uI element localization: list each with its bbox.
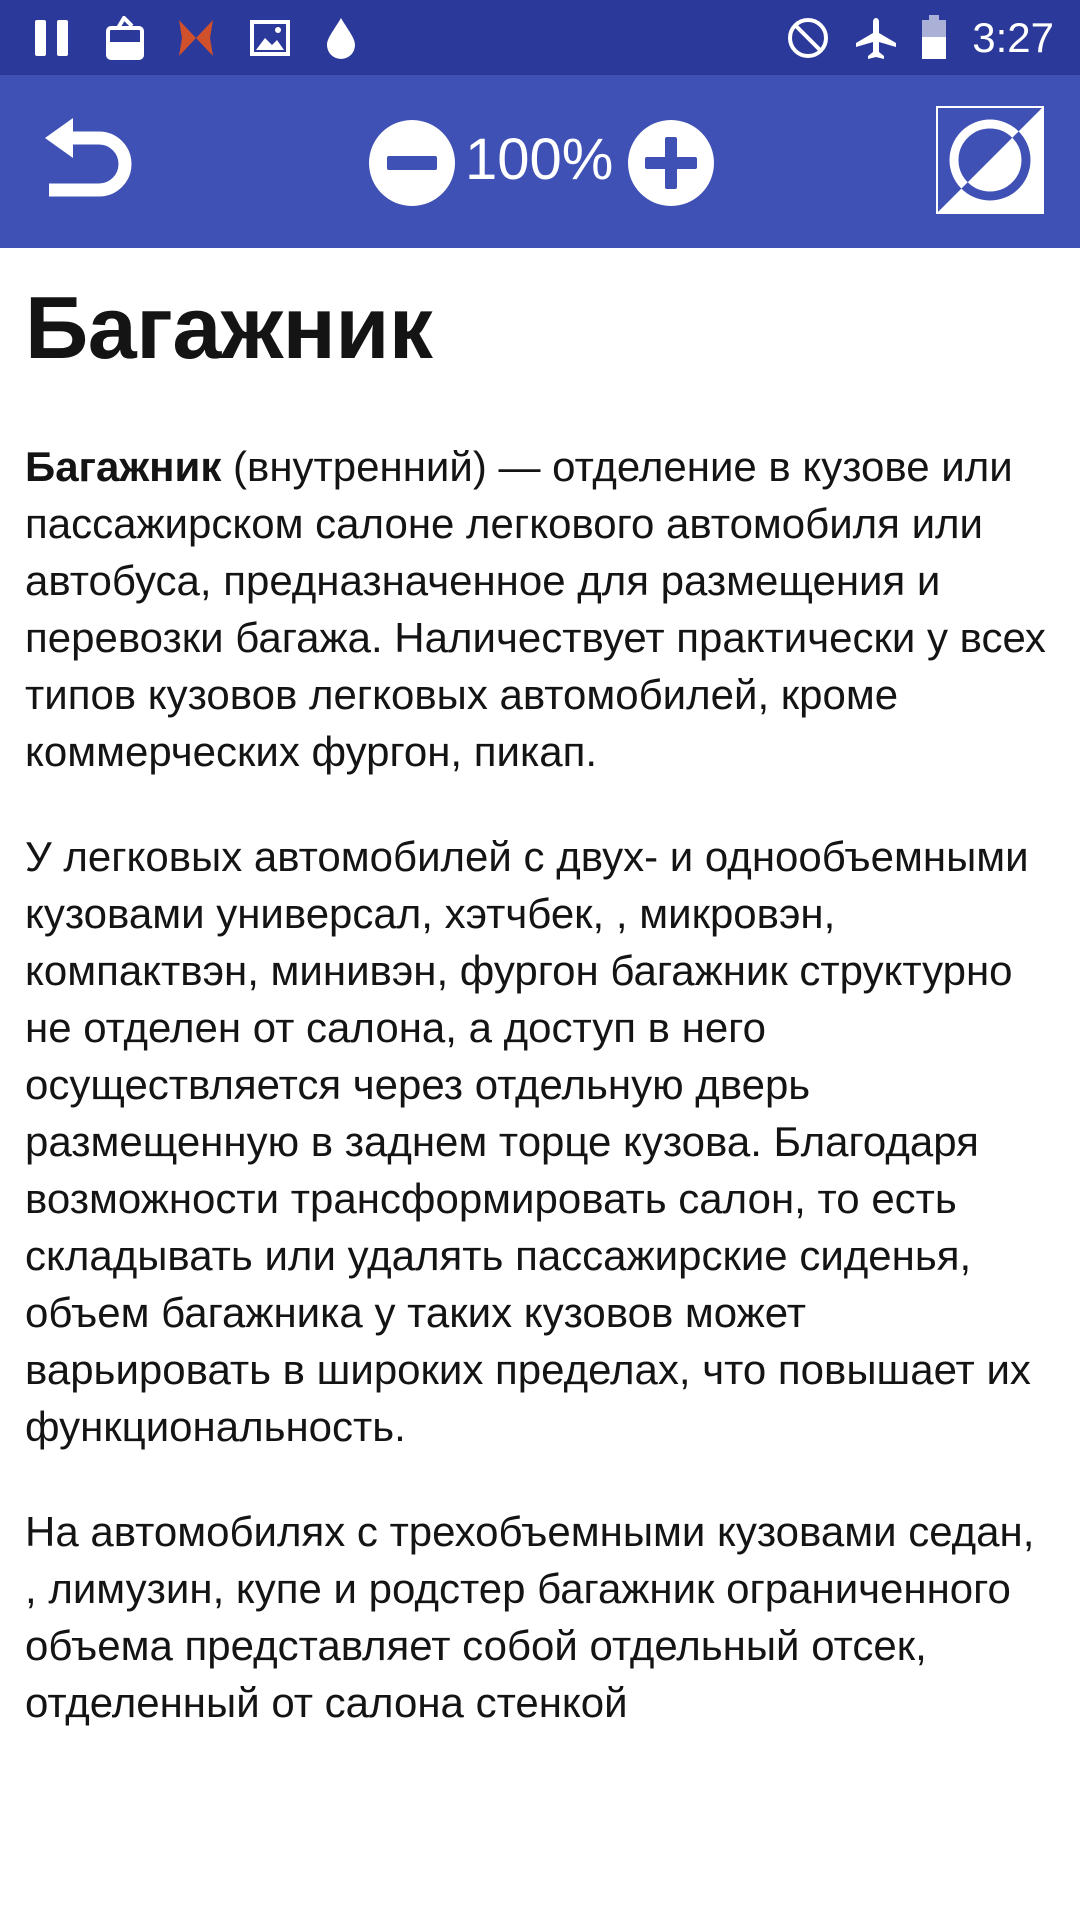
battery-icon (920, 16, 948, 60)
contrast-button[interactable] (936, 106, 1044, 214)
image-icon (250, 16, 290, 60)
bottom-overlay (62, 1766, 1028, 1920)
article (25, 248, 1055, 1731)
article-title: Багажник (25, 278, 433, 377)
do-not-disturb-icon (786, 16, 830, 60)
undo-icon (37, 118, 137, 208)
zoom-in-button[interactable] (628, 120, 714, 206)
pause-icon (32, 16, 72, 60)
zoom-level: 100% (465, 127, 614, 192)
zoom-out-icon (369, 120, 455, 206)
airplane-icon (854, 16, 898, 60)
contrast-icon (936, 106, 1044, 214)
drop-icon (324, 16, 358, 60)
toolbar (0, 75, 1080, 248)
clipboard-icon (104, 16, 146, 60)
paragraph-text: (внутренний) — отделение в кузове или пассажирском салоне легкового автомобиля или автобуса, предназначенное для размещения и перевозки багажа. Наличествует практически у всех типов кузовов легковых автомобилей, кроме коммерческих фургон, пикап. (25, 443, 1046, 775)
article-paragraph-3: На автомобилях с трехобъемными кузовами седан, , лимузин, купе и родстер багажник ограниченного объема представляет собой отдельный отсек, отделенный от салона стенкой (25, 1508, 1035, 1726)
back-button[interactable] (32, 115, 142, 210)
zoom-out-button[interactable] (369, 120, 455, 206)
article-paragraph-1 (25, 438, 1055, 780)
paragraph-term: Багажник (25, 443, 222, 490)
status-time: 3:27 (972, 14, 1054, 61)
status-bar (0, 0, 1080, 75)
article-paragraph-2: У легковых автомобилей с двух- и однообъемными кузовами универсал, хэтчбек, , микровэн, компактвэн, минивэн, фургон багажник структурно не отделен от салона, а доступ в него осуществляется через отдельную дверь размещенную в заднем торце кузова. Благодаря возможности трансформировать салон, то есть складывать или удалять пассажирские сиденья, объем багажника у таких кузовов может варьировать в широких пределах, что повышает их функциональность. (25, 833, 1031, 1450)
butterfly-icon (176, 16, 216, 60)
zoom-in-icon (628, 120, 714, 206)
